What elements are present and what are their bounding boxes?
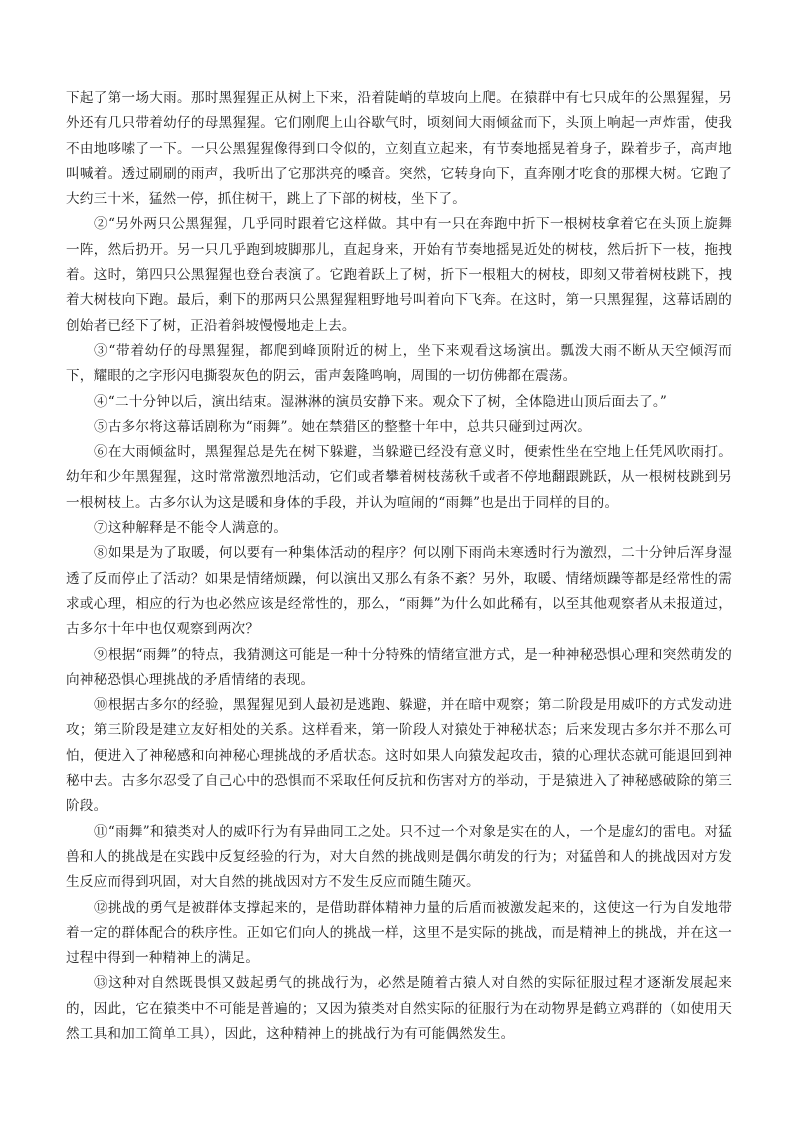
paragraph-1: 下起了第一场大雨。那时黑猩猩正从树上下来，沿着陡峭的草坡向上爬。在猿群中有七只成年的公黑猩猩，另外还有几只带着幼仔的母黑猩猩。它们刚爬上山谷歇气时，顷刻间大雨倾盆而下，头顶上响起一声炸雷，使我不由地哆嗦了一下。一只公黑猩猩像得到口令似的，立刻直立起来，有节奏地摇晃着身子，跺着步子，高声地叫喊着。透过刷刷的雨声，我听出了它那洪亮的嗓音。突然，它转身向下，直奔刚才吃食的那棵大树。它跑了大约三十米，猛然一停，抓住树干，跳上了下部的树枝，坐下了。 xyxy=(66,90,732,208)
article-body xyxy=(66,86,732,1047)
paragraph-8: ⑧如果是为了取暖，何以要有一种集体活动的程序？何以刚下雨尚未寒透时行为激烈，二十分钟后浑身湿透了反而停止了活动？如果是情绪烦躁，何以演出又那么有条不紊？另外，取暖、情绪烦躁等都是经常性的需求或心理，相应的行为也必然应该是经常性的，那么，“雨舞”为什么如此稀有，以至其他观察者从未报道过，古多尔十年中也仅观察到两次？ xyxy=(66,545,732,638)
paragraph-13: ⑬这种对自然既畏惧又鼓起勇气的挑战行为，必然是随着古猿人对自然的实际征服过程才逐渐发展起来的，因此，它在猿类中不可能是普遍的；又因为猿类对自然实际的征服行为在动物界是鹤立鸡群的（如使用天然工具和加工简单工具），因此，这种精神上的挑战行为有可能偶然发生。 xyxy=(66,975,732,1042)
paragraph-5: ⑤古多尔将这幕话剧称为“雨舞”。她在禁猎区的整整十年中，总共只碰到过两次。 xyxy=(94,418,592,435)
paragraph-10: ⑩根据古多尔的经验，黑猩猩见到人最初是逃跑、躲避，并在暗中观察；第二阶段是用威吓的方式发动进攻；第三阶段是建立友好相处的关系。这样看来，第一阶段人对猿处于神秘状态；后来发现古多尔并不那么可怕，便进入了神秘感和向神秘心理挑战的矛盾状态。这时如果人向猿发起攻击，猿的心理状态就可能退回到神秘中去。古多尔忍受了自己心中的恐惧而不采取任何反抗和伤害对方的举动，于是猿进入了神秘感破除的第三阶段。 xyxy=(66,697,732,815)
paragraph-7: ⑦这种解释是不能令人满意的。 xyxy=(94,520,288,537)
paragraph-4: ④“二十分钟以后，演出结束。湿淋淋的演员安静下来。观众下了树，全体隐进山顶后面去了。” xyxy=(94,393,668,410)
paragraph-11: ⑪“雨舞”和猿类对人的威吓行为有异曲同工之处。只不过一个对象是实在的人，一个是虚幻的雷电。对猛兽和人的挑战是在实践中反复经验的行为，对大自然的挑战则是偶尔萌发的行为；对猛兽和人的挑战因对方发生反应而得到巩固，对大自然的挑战因对方不发生反应而随生随灭。 xyxy=(66,823,732,891)
paragraph-2: ②“另外两只公黑猩猩，几乎同时跟着它这样做。其中有一只在奔跑中折下一根树枝拿着它在头顶上旋舞一阵，然后扔开。另一只几乎跑到坡脚那儿，直起身来，开始有节奏地摇晃近处的树枝，然后折下一枝，拖拽着。这时，第四只公黑猩猩也登台表演了。它跑着跃上了树，折下一根粗大的树枝，即刻又带着树枝跳下，拽着大树枝向下跑。最后，剩下的那两只公黑猩猩粗野地号叫着向下飞奔。在这时，第一只黑猩猩，这幕话剧的创始者已经下了树，正沿着斜坡慢慢地走上去。 xyxy=(66,216,732,334)
paragraph-6: ⑥在大雨倾盆时，黑猩猩总是先在树下躲避，当躲避已经没有意义时，便索性坐在空地上任凭风吹雨打。幼年和少年黑猩猩，这时常常激烈地活动，它们或者攀着树枝荡秋千或者不停地翻跟跳跃，从一根树枝跳到另一根树枝上。古多尔认为这是暖和身体的手段，并认为喧闹的“雨舞”也是出于同样的目的。 xyxy=(66,444,732,511)
paragraph-9: ⑨根据“雨舞”的特点，我猜测这可能是一种十分特殊的情绪宣泄方式，是一种神秘恐惧心理和突然萌发的向神秘恐惧心理挑战的矛盾情绪的表现。 xyxy=(66,646,732,688)
paragraph-3: ③“带着幼仔的母黑猩猩，都爬到峰顶附近的树上，坐下来观看这场演出。瓢泼大雨不断从天空倾泻而下，耀眼的之字形闪电撕裂灰色的阴云，雷声轰隆鸣响，周围的一切仿佛都在震荡。 xyxy=(66,342,732,385)
paragraph-12: ⑫挑战的勇气是被群体支撑起来的，是借助群体精神力量的后盾而被激发起来的，这使这一行为自发地带着一定的群体配合的秩序性。正如它们向人的挑战一样，这里不是实际的挑战，而是精神上的挑战，并在这一过程中得到一种精神上的满足。 xyxy=(66,899,732,967)
